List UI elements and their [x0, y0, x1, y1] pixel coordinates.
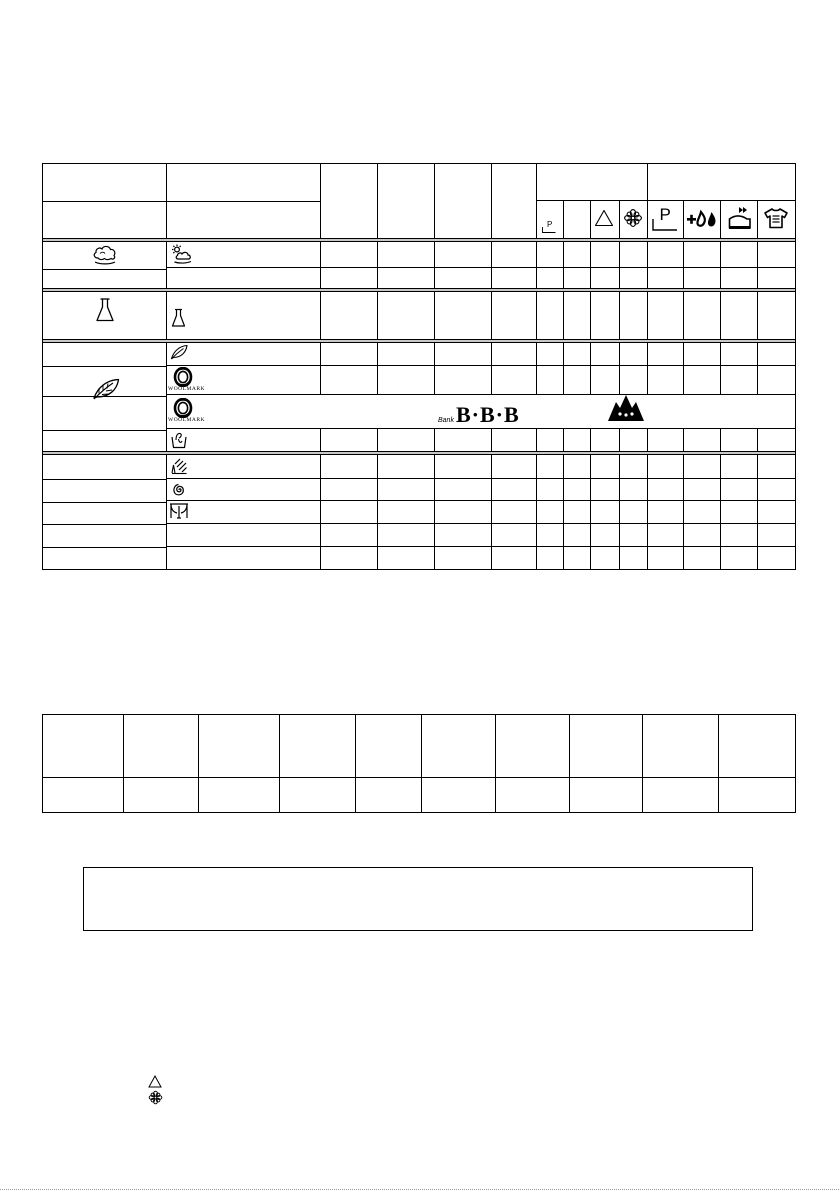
bbb-logo: [438, 402, 520, 426]
flower-icon: [623, 208, 643, 228]
consumption-table: [0, 700, 839, 820]
woolmark-caption: WOOLMARK: [168, 386, 205, 392]
triangle-icon: [594, 209, 614, 227]
curtain-icon: [169, 502, 189, 520]
notice-box: [83, 867, 753, 931]
stain-water-drops-icon: [686, 209, 718, 229]
wool-leaf-icon: [170, 344, 188, 360]
shirt-icon: [763, 207, 789, 229]
svg-text:P: P: [659, 205, 671, 224]
flask-icon: [95, 297, 115, 323]
mountain-seal-logo: [607, 394, 645, 422]
flower-icon: [148, 1090, 163, 1105]
triangle-icon: [148, 1075, 162, 1088]
handwash-tub-icon: [170, 431, 188, 449]
spiral-icon: [171, 482, 187, 498]
woolmark-caption: WOOLMARK: [168, 417, 205, 423]
woolmark-logo: [168, 367, 205, 395]
flask-icon: [171, 308, 186, 328]
cotton-cloud-icon: [91, 243, 119, 267]
wool-leaf-icon: [91, 377, 121, 401]
cotton-sun-icon: [171, 244, 193, 264]
prewash-small-icon: [541, 218, 557, 234]
woolmark-certified-logo: [168, 398, 205, 426]
svg-text:P: P: [547, 220, 553, 229]
quick-wash-icon: [727, 205, 753, 231]
bbb-letters: B·B·B: [455, 402, 520, 427]
sports-icon: [170, 457, 188, 475]
bbb-prefix: Bank: [438, 417, 454, 424]
prewash-icon: [650, 203, 680, 233]
bottom-dotted-rule: [0, 1189, 839, 1190]
